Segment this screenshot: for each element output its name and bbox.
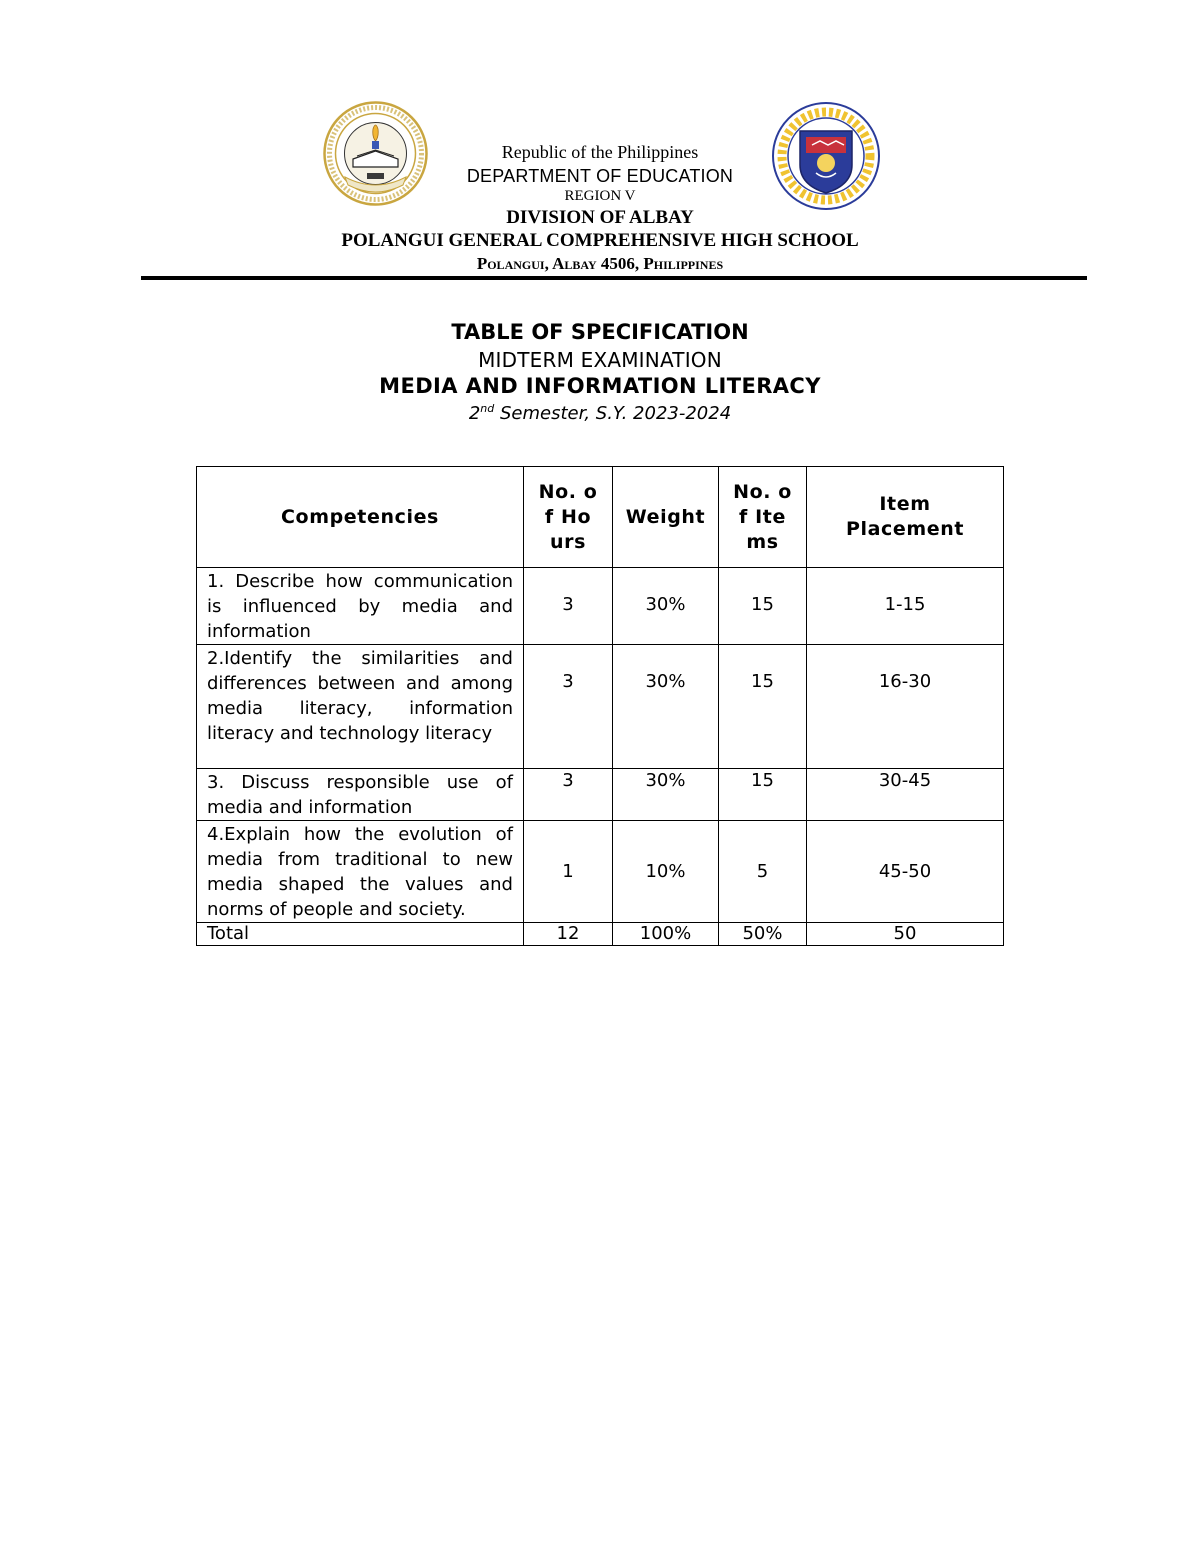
- total-items: 50%: [719, 923, 807, 946]
- weight-cell: 30%: [613, 645, 719, 769]
- letterhead-divider: [141, 276, 1087, 280]
- total-label: Total: [197, 923, 524, 946]
- table-row: [197, 645, 1004, 769]
- school-name: POLANGUI GENERAL COMPREHENSIVE HIGH SCHOOL: [341, 230, 859, 251]
- competency-cell: 4.Explain how the evolution of media from traditional to new media shaped the values and norms of people and society.: [197, 821, 524, 923]
- table-row: [197, 769, 1004, 821]
- placement-cell: 45-50: [807, 821, 1004, 923]
- specification-table: [196, 466, 1004, 946]
- table-row: [197, 821, 1004, 923]
- document-title: TABLE OF SPECIFICATION: [451, 320, 749, 344]
- semester-number: 2: [468, 403, 481, 424]
- placement-cell: 16-30: [807, 645, 1004, 769]
- region-line: REGION V: [564, 188, 636, 204]
- items-cell: 15: [719, 645, 807, 769]
- division-line: DIVISION OF ALBAY: [506, 207, 694, 228]
- header-competencies: Competencies: [197, 467, 524, 568]
- department-line: DEPARTMENT OF EDUCATION: [466, 166, 734, 186]
- header-items: No. of Items: [719, 467, 807, 568]
- exam-name: MIDTERM EXAMINATION: [478, 348, 722, 372]
- table-row: [197, 568, 1004, 645]
- weight-cell: 30%: [613, 769, 719, 821]
- hours-cell: 3: [524, 769, 613, 821]
- semester-text: Semester, S.Y. 2023-2024: [494, 403, 732, 424]
- header-weight: Weight: [613, 467, 719, 568]
- placement-cell: 30-45: [807, 769, 1004, 821]
- placement-cell: 1-15: [807, 568, 1004, 645]
- items-cell: 15: [719, 769, 807, 821]
- hours-cell: 3: [524, 645, 613, 769]
- subject-name: MEDIA AND INFORMATION LITERACY: [379, 374, 821, 398]
- competency-cell: 3. Discuss responsible use of media and information: [197, 769, 524, 821]
- total-row: [197, 923, 1004, 946]
- total-hours: 12: [524, 923, 613, 946]
- header-placement: Item Placement: [807, 467, 1004, 568]
- republic-line: Republic of the Philippines: [501, 142, 699, 162]
- items-cell: 5: [719, 821, 807, 923]
- competency-cell: 1. Describe how communication is influenced by media and information: [197, 568, 524, 645]
- weight-cell: 10%: [613, 821, 719, 923]
- hours-cell: 3: [524, 568, 613, 645]
- header-hours: No. of Hours: [524, 467, 613, 568]
- table-header-row: [197, 467, 1004, 568]
- total-placement: 50: [807, 923, 1004, 946]
- items-cell: 15: [719, 568, 807, 645]
- school-address: Polangui, Albay 4506, Philippines: [476, 254, 724, 273]
- total-weight: 100%: [613, 923, 719, 946]
- weight-cell: 30%: [613, 568, 719, 645]
- semester-suffix: nd: [480, 402, 495, 415]
- hours-cell: 1: [524, 821, 613, 923]
- semester-line: [0, 402, 1200, 424]
- competency-cell: 2.Identify the similarities and differences between and among media literacy, information literacy and technology literacy: [197, 645, 524, 769]
